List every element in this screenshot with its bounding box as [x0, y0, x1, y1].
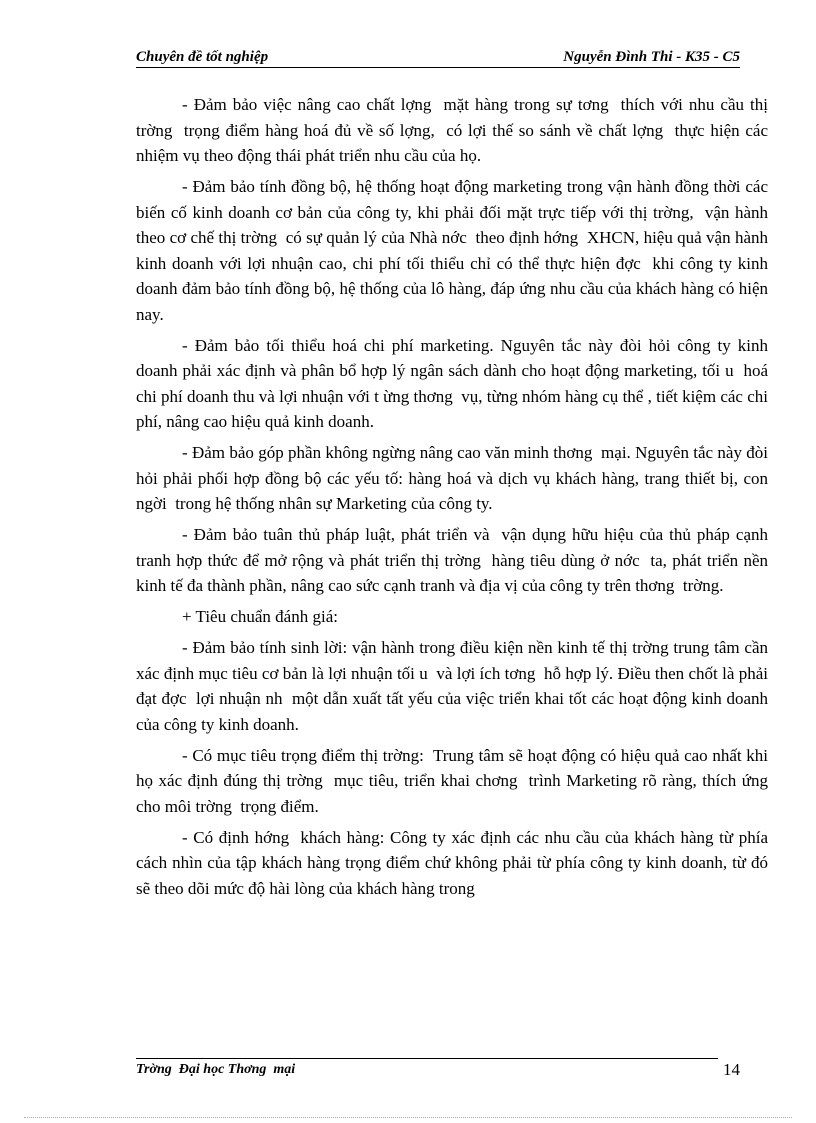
paragraph: - Có định hớng khách hàng: Công ty xác định các nhu cầu của khách hàng từ phía cách nhìn của tập khách hàng trọng điểm chứ không phải từ phía công ty kinh doanh, từ đó sẽ theo dõi mức độ hài lòng của khách hàng trong — [136, 827, 773, 898]
paragraph: - Đảm bảo tính sinh lời: vận hành trong điều kiện nền kinh tế thị trờng trung tâm cần xác định mục tiêu cơ bản là lợi nhuận tối u và lợi ích tơng hỗ hợp lý. Điều then chốt là phải đạt đợc lợi nhuận nh một dẫn xuất tất yếu của việc triển khai tốt các hoạt động kinh doanh của công ty kinh doanh. — [136, 638, 773, 734]
header-author: Nguyễn Đình Thi - K35 - C5 — [563, 49, 740, 65]
page-footer — [136, 1052, 740, 1082]
paragraph: - Đảm bảo tối thiểu hoá chi phí marketing. Nguyên tắc này đòi hỏi công ty kinh doanh phải xác định và phân bổ hợp lý ngân sách dành cho hoạt động marketing, tối u hoá chi phí doanh thu và lợi nhuận với t ừng thơng vụ, từng nhóm hàng cụ thể , tiết kiệm các chi phí, nâng cao hiệu quả kinh doanh. — [136, 335, 773, 431]
page-body — [136, 92, 773, 907]
paragraph: - Đảm bảo tuân thủ pháp luật, phát triển và vận dụng hữu hiệu của thủ pháp cạnh tranh hợp thức để mở rộng và phát triển thị trờng hàng tiêu dùng ở nớc ta, phát triển nền kinh tế đa thành phần, nâng cao sức cạnh tranh và địa vị của công ty trên thơng trờng. — [136, 525, 773, 595]
paragraph: + Tiêu chuẩn đánh giá: — [182, 607, 338, 626]
paragraph: - Đảm bảo việc nâng cao chất lợng mặt hàng trong sự tơng thích với nhu cầu thị trờng trọng điểm hàng hoá đủ về số lợng, có lợi thế so sánh về chất lợng thực hiện các nhiệm vụ theo động thái phát triển nhu cầu của họ. — [136, 95, 773, 165]
paragraph: - Có mục tiêu trọng điểm thị trờng: Trung tâm sẽ hoạt động có hiệu quả cao nhất khi họ xác định đúng thị trờng mục tiêu, triển khai chơng trình Marketing rõ ràng, thích ứng cho môi trờng trọng điểm. — [136, 745, 773, 816]
header-document-title: Chuyên đề tốt nghiệp — [136, 49, 269, 65]
paragraph: - Đảm bảo góp phần không ngừng nâng cao văn minh thơng mại. Nguyên tắc này đòi hỏi phải phối hợp đồng bộ các yếu tố: hàng hoá và dịch vụ khách hàng, trang thiết bị, con ngời trong hệ thống nhân sự Marketing của công ty. — [136, 443, 773, 513]
page-header — [136, 47, 740, 68]
page-number: 14 — [723, 1060, 740, 1079]
paragraph: - Đảm bảo tính đồng bộ, hệ thống hoạt động marketing trong vận hành đồng thời các biến cố kinh doanh cơ bản của công ty, khi phải đối mặt trực tiếp với thị trờng, vận hành theo cơ chế thị trờng có sự quản lý của Nhà nớc theo định hớng XHCN, hiệu quả vận hành kinh doanh với lợi nhuận cao, chi phí tối thiểu chỉ có thể thực hiện đợc khi công ty kinh doanh đảm bảo tính đồng bộ, hệ thống của lô hàng, đáp ứng nhu cầu của khách hàng có hiện nay. — [136, 177, 773, 324]
page-bottom-edge — [24, 1117, 792, 1118]
footer-school-name: Trờng Đại học Thơng mại — [136, 1062, 296, 1077]
footer-divider — [136, 1058, 718, 1059]
